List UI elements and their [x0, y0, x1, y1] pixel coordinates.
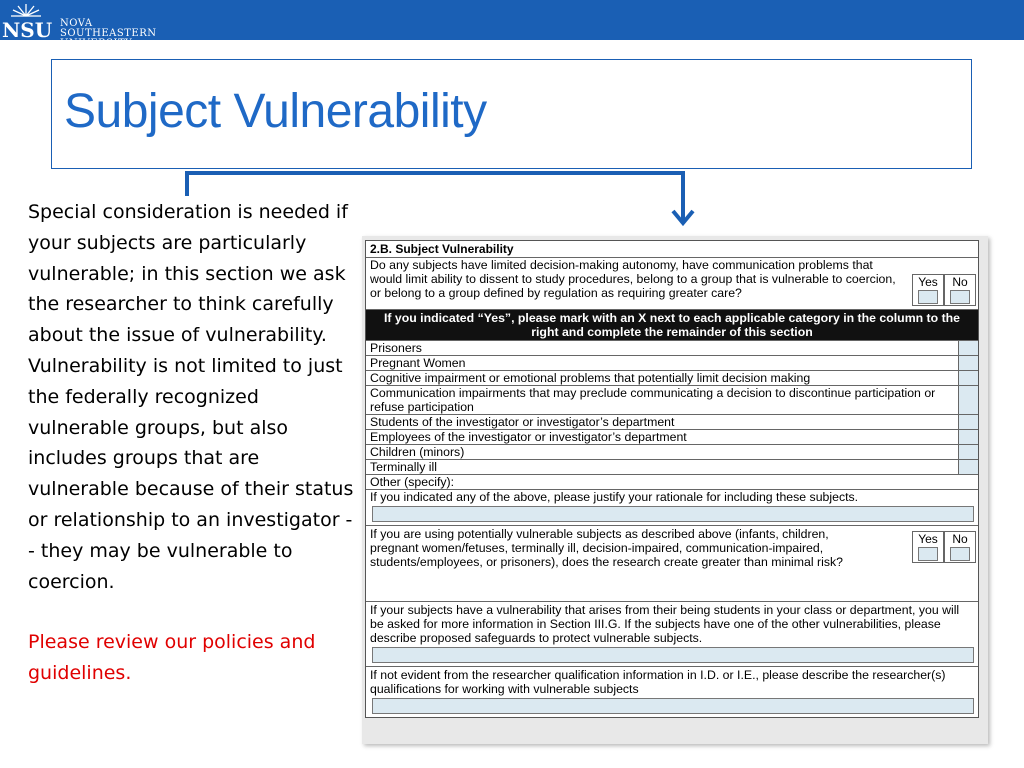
category-label: Children (minors) — [366, 445, 959, 459]
category-row — [366, 430, 978, 445]
other-label: Other (specify): — [370, 475, 455, 489]
form-question-4 — [366, 667, 978, 714]
yes-no-group-2 — [912, 531, 976, 563]
category-checkbox[interactable] — [959, 371, 978, 385]
yes-no-group-1 — [912, 274, 976, 306]
vulnerability-form — [365, 240, 979, 718]
policy-note: Please review our policies and guidelines. — [28, 631, 316, 685]
no-label: No — [952, 275, 968, 289]
yes-cell — [912, 274, 944, 306]
category-row — [366, 356, 978, 371]
justify-label: If you indicated any of the above, please justify your rationale for including these subjects. — [370, 490, 859, 504]
yes-label: Yes — [918, 275, 938, 289]
qualifications-input[interactable] — [372, 698, 974, 714]
question-3-text: If your subjects have a vulnerability that arises from their being students in your class or department, you will be asked for more information in Section III.G. If the subjects have one of the other vulnerabilities, please describe proposed safeguards to protect vulnerable subjects. — [370, 603, 960, 645]
category-label: Cognitive impairment or emotional problems that potentially limit decision making — [366, 371, 959, 385]
yes-checkbox[interactable] — [918, 547, 938, 561]
category-row — [366, 341, 978, 356]
category-checkbox[interactable] — [959, 430, 978, 444]
form-question-1 — [366, 258, 978, 310]
no-cell — [944, 274, 976, 306]
category-row — [366, 386, 978, 415]
no-checkbox[interactable] — [950, 547, 970, 561]
category-row — [366, 445, 978, 460]
form-question-3 — [366, 602, 978, 667]
category-row — [366, 415, 978, 430]
slide-title: Subject Vulnerability — [64, 85, 487, 138]
justify-row — [366, 490, 978, 526]
no-cell — [944, 531, 976, 563]
category-checkbox[interactable] — [959, 415, 978, 429]
yes-checkbox[interactable] — [918, 290, 938, 304]
slide-body — [28, 197, 354, 689]
instruction-banner: If you indicated “Yes”, please mark with an X next to each applicable category in the column to the right and complete the remainder of this section — [366, 310, 978, 341]
category-row — [366, 460, 978, 475]
body-paragraph: Special consideration is needed if your subjects are particularly vulnerable; in this section we ask the researcher to think carefully about the issue of vulnerability. Vulnerability is not limited to just the federally recognized vulnerable groups, but also includes groups that are vulnerable because of their status or relationship to an investigator -- they may be vulnerable to coercion. — [28, 201, 354, 593]
category-checkbox[interactable] — [959, 445, 978, 459]
yes-label: Yes — [918, 532, 938, 546]
safeguards-input[interactable] — [372, 647, 974, 663]
logo-monogram: NSU — [2, 18, 53, 40]
justify-input[interactable] — [372, 506, 974, 522]
university-line-1: NOVA SOUTHEASTERN — [60, 18, 157, 39]
category-checkbox[interactable] — [959, 356, 978, 370]
no-checkbox[interactable] — [950, 290, 970, 304]
category-label: Communication impairments that may preclude communicating a decision to discontinue participation or refuse participation — [366, 386, 959, 414]
category-label: Employees of the investigator or investigator’s department — [366, 430, 959, 444]
question-2-text: If you are using potentially vulnerable subjects as described above (infants, children, pregnant women/fetuses, terminally ill, decision-impaired, communication-impaired, students/employees, or prisoners), does the research create greater than minimal risk? — [370, 527, 843, 569]
category-label: Pregnant Women — [366, 356, 959, 370]
category-label: Prisoners — [366, 341, 959, 355]
form-screenshot — [362, 236, 988, 744]
university-line-2: UNIVERSITY — [60, 38, 133, 49]
category-label: Terminally ill — [366, 460, 959, 474]
category-row — [366, 371, 978, 386]
yes-cell — [912, 531, 944, 563]
category-label: Students of the investigator or investigator’s department — [366, 415, 959, 429]
no-label: No — [952, 532, 968, 546]
category-checkbox[interactable] — [959, 460, 978, 474]
category-checkbox[interactable] — [959, 341, 978, 355]
question-1-text: Do any subjects have limited decision-making autonomy, have communication problems that would limit ability to dissent to study procedures, belong to a group that is vulnerable to coercion, or belong to a group defined by regulation as requiring greater care? — [370, 258, 896, 300]
form-question-2 — [366, 526, 978, 602]
form-section-header: 2.B. Subject Vulnerability — [366, 241, 978, 258]
category-checkbox[interactable] — [959, 386, 978, 414]
question-4-text: If not evident from the researcher qualification information in I.D. or I.E., please describe the researcher(s) qualifications for working with vulnerable subjects — [370, 668, 946, 696]
other-row — [366, 475, 978, 490]
